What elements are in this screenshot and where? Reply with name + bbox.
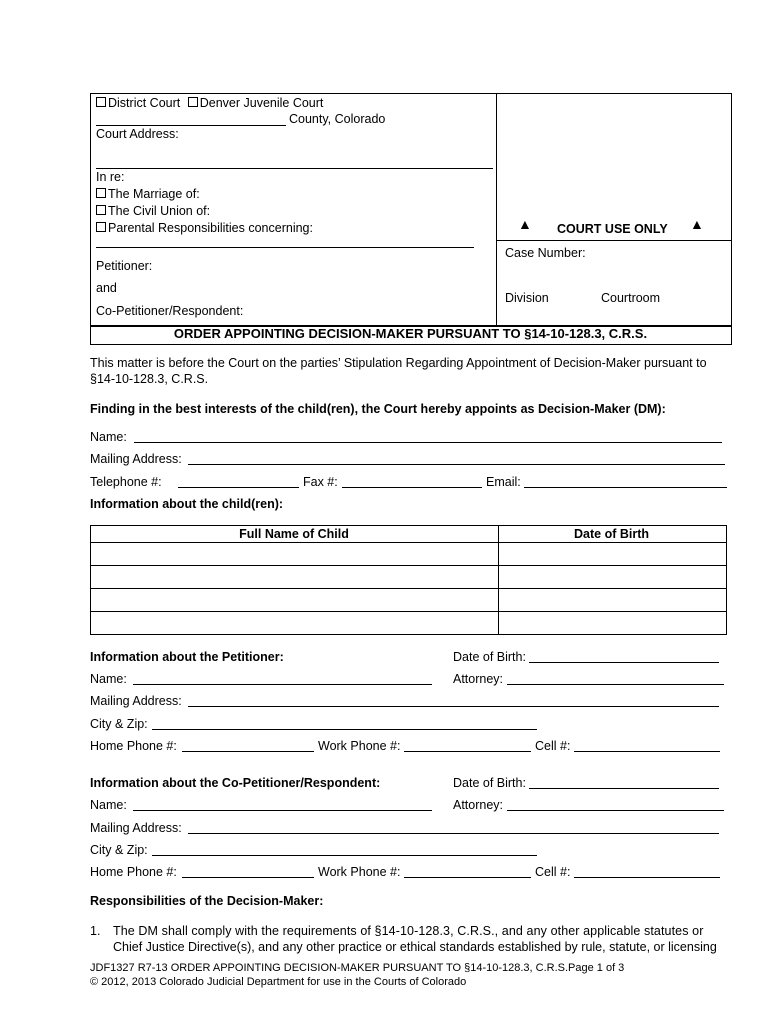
intro-line-2: §14-10-128.3, C.R.S. [90,372,209,386]
parties-line[interactable] [96,247,474,248]
co-petitioner-home-field[interactable] [182,877,314,878]
petitioner-heading: Information about the Petitioner: [90,650,284,664]
col-full-name: Full Name of Child [239,527,349,541]
division-label: Division [505,291,549,305]
co-petitioner-city-field[interactable] [152,855,537,856]
dm-telephone-field[interactable] [178,487,299,488]
co-petitioner-attorney-field[interactable] [507,810,724,811]
civil-union-label: The Civil Union of: [108,204,211,218]
petitioner-cell-field[interactable] [574,751,720,752]
responsibilities-heading: Responsibilities of the Decision-Maker: [90,894,324,908]
child-name-cell[interactable] [91,589,497,610]
denver-juvenile-label: Denver Juvenile Court [199,96,324,110]
petitioner-dob-field[interactable] [529,662,719,663]
child-name-cell[interactable] [91,543,497,564]
co-petitioner-work-label: Work Phone #: [318,865,401,879]
dm-telephone-label: Telephone #: [90,475,162,489]
court-address-line[interactable] [96,168,493,169]
petitioner-caption: Petitioner: [96,259,153,273]
court-type-row [96,96,323,110]
co-petitioner-dob-field[interactable] [529,788,719,789]
marriage-label: The Marriage of: [108,187,200,201]
court-use-right-arrow-icon: ▲ [690,216,704,232]
in-re-label: In re: [96,170,125,184]
footer-copyright: © 2012, 2013 Colorado Judicial Department for use in the Courts of Colorado [90,976,467,988]
civil-union-option [96,204,210,218]
intro-line-1: This matter is before the Court on the parties’ Stipulation Regarding Appointment of Decision-Maker pursuant to [90,356,707,370]
parental-checkbox[interactable] [96,222,106,232]
dm-mailing-field[interactable] [188,464,725,465]
co-petitioner-heading: Information about the Co-Petitioner/Respondent: [90,776,381,790]
child-dob-cell[interactable] [499,543,724,564]
petitioner-attorney-field[interactable] [507,684,724,685]
petitioner-city-label: City & Zip: [90,717,148,731]
marriage-checkbox[interactable] [96,188,106,198]
district-court-label: District Court [108,96,181,110]
co-petitioner-dob-label: Date of Birth: [453,776,526,790]
courtroom-label: Courtroom [601,291,661,305]
dm-email-label: Email: [486,475,521,489]
co-petitioner-caption: Co-Petitioner/Respondent: [96,304,244,318]
co-petitioner-cell-label: Cell #: [535,865,571,879]
caption-divider [496,93,497,326]
county-blank[interactable] [96,125,286,126]
item-1-line-1: The DM shall comply with the requirements of §14-10-128.3, C.R.S., and any other applicable statutes or [113,924,704,938]
court-use-left-arrow-icon: ▲ [518,216,532,232]
petitioner-mailing-label: Mailing Address: [90,694,182,708]
county-suffix: County, Colorado [289,112,386,126]
court-use-divider [496,240,731,241]
petitioner-mailing-field[interactable] [188,706,719,707]
civil-union-checkbox[interactable] [96,205,106,215]
finding-statement: Finding in the best interests of the child(ren), the Court hereby appoints as Decision-Maker (DM): [90,402,666,416]
child-dob-cell[interactable] [499,612,724,633]
petitioner-work-field[interactable] [404,751,531,752]
marriage-option [96,187,200,201]
footer-form-id: JDF1327 R7-13 ORDER APPOINTING DECISION-MAKER PURSUANT TO §14-10-128.3, C.R.S.Page 1 of 3 [90,962,625,974]
col-date-of-birth: Date of Birth [574,527,649,541]
district-court-checkbox[interactable] [96,97,106,107]
child-dob-cell[interactable] [499,566,724,587]
court-address-label: Court Address: [96,127,179,141]
co-petitioner-attorney-label: Attorney: [453,798,504,812]
court-use-label: COURT USE ONLY [557,222,668,236]
item-1-line-2: Chief Justice Directive(s), and any other practice or ethical standards established by rule, statute, or licensing [113,940,717,954]
petitioner-dob-label: Date of Birth: [453,650,526,664]
co-petitioner-name-label: Name: [90,798,127,812]
co-petitioner-cell-field[interactable] [574,877,720,878]
petitioner-attorney-label: Attorney: [453,672,504,686]
co-petitioner-mailing-label: Mailing Address: [90,821,182,835]
child-name-cell[interactable] [91,612,497,633]
petitioner-home-label: Home Phone #: [90,739,177,753]
dm-email-field[interactable] [524,487,727,488]
item-1-number: 1. [90,924,101,938]
petitioner-city-field[interactable] [152,729,537,730]
co-petitioner-name-field[interactable] [133,810,432,811]
child-name-cell[interactable] [91,566,497,587]
petitioner-home-field[interactable] [182,751,314,752]
denver-juvenile-checkbox[interactable] [188,97,198,107]
co-petitioner-mailing-field[interactable] [188,833,719,834]
and-caption: and [96,281,117,295]
page-title: ORDER APPOINTING DECISION-MAKER PURSUANT TO §14-10-128.3, C.R.S. [173,326,648,341]
dm-fax-label: Fax #: [303,475,338,489]
dm-mailing-label: Mailing Address: [90,452,182,466]
petitioner-name-label: Name: [90,672,127,686]
dm-fax-field[interactable] [342,487,482,488]
child-dob-cell[interactable] [499,589,724,610]
petitioner-name-field[interactable] [133,684,432,685]
co-petitioner-work-field[interactable] [404,877,531,878]
dm-name-label: Name: [90,430,127,444]
parental-label: Parental Responsibilities concerning: [108,221,313,235]
petitioner-cell-label: Cell #: [535,739,571,753]
children-heading: Information about the child(ren): [90,497,284,511]
dm-name-field[interactable] [134,442,722,443]
case-number-label: Case Number: [505,246,586,260]
parental-option [96,221,313,235]
co-petitioner-city-label: City & Zip: [90,843,148,857]
petitioner-work-label: Work Phone #: [318,739,401,753]
co-petitioner-home-label: Home Phone #: [90,865,177,879]
